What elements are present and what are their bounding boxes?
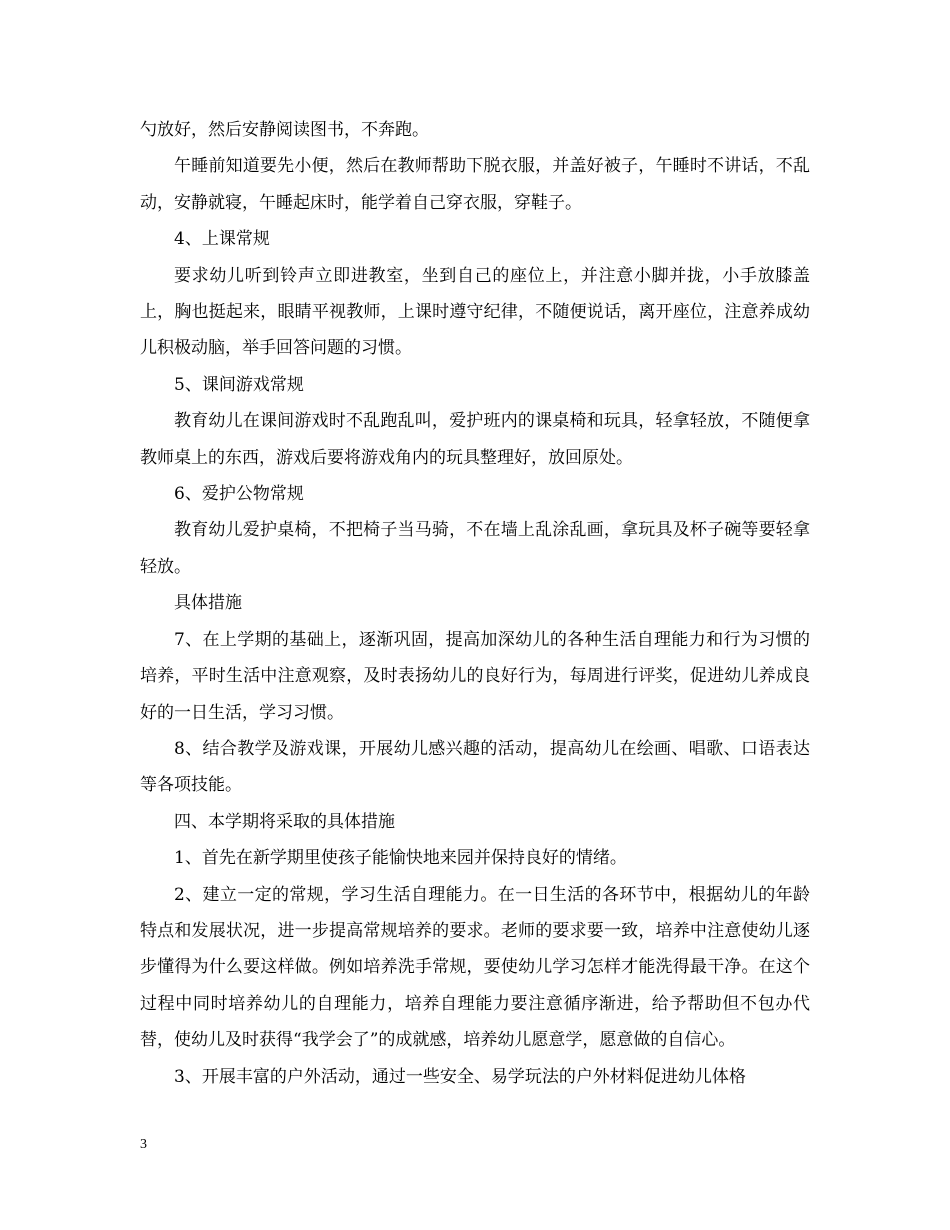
page-number: 3 — [140, 1137, 147, 1152]
paragraph: 7、在上学期的基础上，逐渐巩固，提高加深幼儿的各种生活自理能力和行为习惯的培养，平时生活中注意观察，及时表扬幼儿的良好行为，每周进行评奖，促进幼儿养成良好的一日生活，学习习惯。 — [140, 629, 810, 723]
paragraph: 教育幼儿在课间游戏时不乱跑乱叫，爱护班内的课桌椅和玩具，轻拿轻放，不随便拿教师桌上的东西，游戏后要将游戏角内的玩具整理好，放回原处。 — [140, 411, 810, 468]
section-heading: 四、本学期将采取的具体措施 — [174, 811, 395, 832]
paragraph: 教育幼儿爱护桌椅，不把椅子当马骑，不在墙上乱涂乱画，拿玩具及杯子碗等要轻拿轻放。 — [140, 520, 810, 577]
paragraph: 2、建立一定的常规，学习生活自理能力。在一日生活的各环节中，根据幼儿的年龄特点和发展状况，进一步提高常规培养的要求。老师的要求要一致，培养中注意使幼儿逐步懂得为什么要这样做。例如培养洗手常规，要使幼儿学习怎样才能洗得最干净。在这个过程中同时培养幼儿的自理能力，培养自理能力要注意循序渐进，给予帮助但不包办代替，使幼儿及时获得“我学会了”的成就感，培养幼儿愿意学，愿意做的自信心。 — [140, 884, 810, 1051]
paragraph: 8、结合教学及游戏课，开展幼儿感兴趣的活动，提高幼儿在绘画、唱歌、口语表达等各项技能。 — [140, 738, 810, 796]
section-heading: 5、课间游戏常规 — [174, 374, 304, 395]
document-body — [140, 112, 810, 1095]
paragraph: 要求幼儿听到铃声立即进教室，坐到自己的座位上，并注意小脚并拢，小手放膝盖上，胸也挺起来，眼睛平视教师，上课时遵守纪律，不随便说话，离开座位，注意养成幼儿积极动脑，举手回答问题的习惯。 — [140, 265, 810, 359]
paragraph: 勺放好，然后安静阅读图书，不奔跑。 — [140, 120, 429, 140]
paragraph: 1、首先在新学期里使孩子能愉快地来园并保持良好的情绪。 — [174, 848, 627, 869]
section-heading: 4、上课常规 — [174, 229, 270, 250]
paragraph: 3、开展丰富的户外活动，通过一些安全、易学玩法的户外材料促进幼儿体格 — [174, 1066, 746, 1087]
paragraph: 午睡前知道要先小便，然后在教师帮助下脱衣服，并盖好被子，午睡时不讲话，不乱动，安静就寝，午睡起床时，能学着自己穿衣服，穿鞋子。 — [140, 156, 810, 213]
section-heading: 6、爱护公物常规 — [174, 484, 304, 505]
section-heading: 具体措施 — [174, 593, 242, 614]
